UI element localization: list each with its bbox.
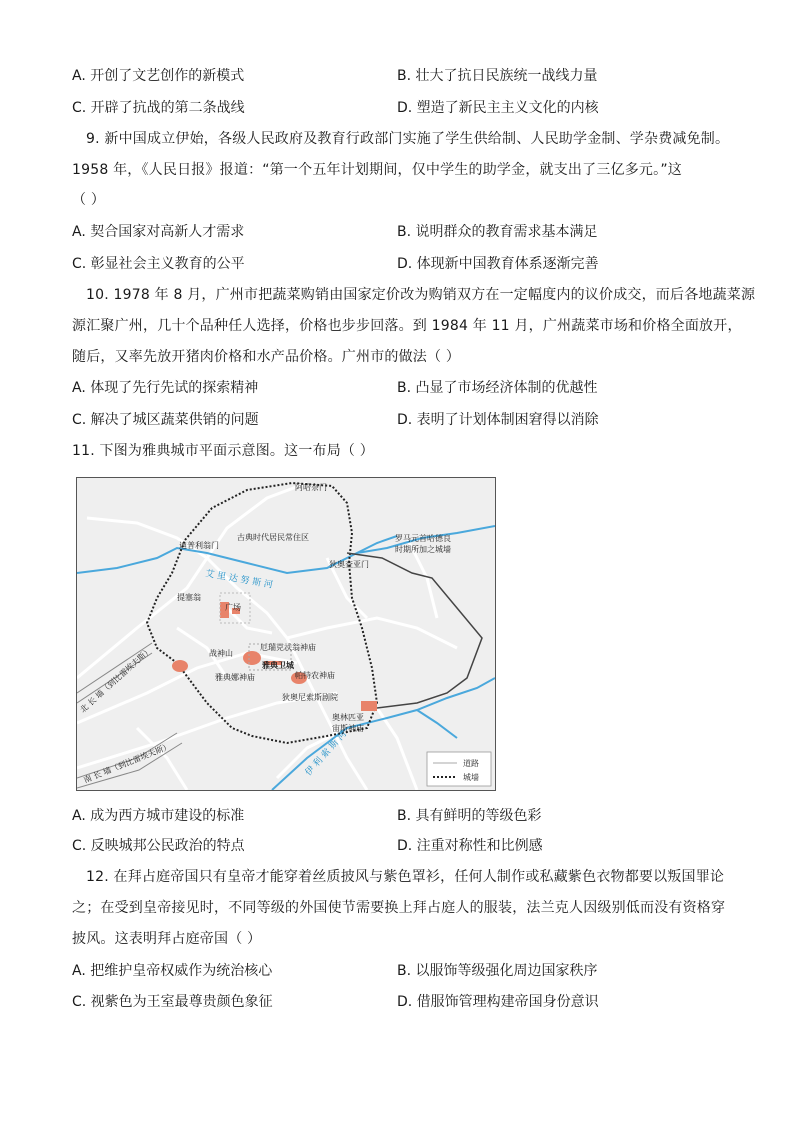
q10-option-b[interactable]: B. 凸显了市场经济体制的优越性 — [397, 380, 598, 396]
q10-stem-line3: 随后，又率先放开猪肉价格和水产品价格。广州市的做法（ ） — [72, 349, 461, 365]
legend-road-label: 道路 — [463, 759, 479, 768]
north-long-wall-label: 北 长 墙（到比雷埃夫斯） — [78, 645, 154, 715]
q9-answer-blank: （ ） — [72, 192, 106, 208]
agora-label: 广场 — [225, 603, 241, 612]
q9-stem-line1: 9. 新中国成立伊始，各级人民政府及教育行政部门实施了学生供给制、人民助学金制、学杂费减免制。 — [86, 131, 730, 147]
areopagus-label: 战神山 — [209, 649, 233, 658]
q8-option-a[interactable]: A. 开创了文艺创作的新模式 — [72, 68, 245, 84]
legend-wall-label: 城墙 — [463, 773, 479, 782]
theseion-label: 提塞翁 — [177, 593, 201, 602]
south-long-wall-label: 南 长 墙（到比雷埃夫斯） — [82, 741, 173, 785]
roman-wall-label-2: 时期所加之城墙 — [395, 545, 451, 554]
q10-option-a[interactable]: A. 体现了先行先试的探索精神 — [72, 380, 259, 396]
q10-stem-line1: 10. 1978 年 8 月，广州市把蔬菜购销由国家定价改为购销双方在一定幅度内的议价成交，而后各地蔬菜源 — [86, 287, 756, 303]
q10-option-d[interactable]: D. 表明了计划体制困窘得以消除 — [397, 412, 599, 428]
diochares-gate-label: 狄奥查亚门 — [329, 560, 369, 569]
q12-option-a[interactable]: A. 把维护皇帝权威作为统治核心 — [72, 963, 273, 979]
q9-stem-line2: 1958 年，《人民日报》报道：“第一个五年计划期间，仅中学生的助学金，就支出了三亿多元。”这 — [72, 162, 682, 178]
athena-temple-label: 雅典娜神庙 — [215, 673, 255, 682]
parthenon-label: 帕特农神庙 — [295, 671, 335, 680]
olympieion-label-2: 宙斯神庙 — [332, 724, 364, 733]
q8-option-d[interactable]: D. 塑造了新民主主义文化的内核 — [397, 100, 599, 116]
q11-stem-line1: 11. 下图为雅典城市平面示意图。这一布局（ ） — [72, 443, 374, 459]
map-legend — [427, 752, 491, 786]
q8-option-c[interactable]: C. 开辟了抗战的第二条战线 — [72, 100, 245, 116]
q10-stem-line2: 源汇聚广州，几十个品种任人选择，价格也步步回落。到 1984 年 11 月，广州蔬菜市场和价格全面放开， — [72, 318, 742, 334]
gate-acharnae-label: 阿哈奈门 — [295, 483, 327, 492]
q12-stem-line2: 之；在受到皇帝接见时，不同等级的外国使节需要换上拜占庭人的服装，法兰克人因级别低而没有资格穿 — [72, 900, 726, 916]
roman-wall-label-1: 罗马元首哈德良 — [395, 534, 451, 543]
dionysus-theatre-label: 狄奥尼索斯剧院 — [282, 693, 338, 702]
q9-option-d[interactable]: D. 体现新中国教育体系逐渐完善 — [397, 256, 599, 272]
acropolis-label: 雅典卫城 — [262, 661, 294, 670]
q8-option-b[interactable]: B. 壮大了抗日民族统一战线力量 — [397, 68, 598, 84]
athens-city-map — [76, 477, 496, 791]
q11-option-a[interactable]: A. 成为西方城市建设的标准 — [72, 808, 245, 824]
q12-stem-line1: 12. 在拜占庭帝国只有皇帝才能穿着丝质披风与紫色罩衫，任何人制作或私藏紫色衣物都要以叛国罪论 — [86, 869, 725, 885]
q12-stem-line3: 披风。这表明拜占庭帝国（ ） — [72, 931, 262, 947]
dipylon-gate-label: 迪普利翁门 — [179, 541, 219, 550]
q12-option-c[interactable]: C. 视紫色为王室最尊贵颜色象征 — [72, 994, 273, 1010]
olympieion-label-1: 奥林匹亚 — [332, 713, 364, 722]
q9-option-a[interactable]: A. 契合国家对高新人才需求 — [72, 224, 245, 240]
q12-option-b[interactable]: B. 以服饰等级强化周边国家秩序 — [397, 963, 598, 979]
river-ilissos-label: 伊 利 索 斯 河 — [303, 729, 350, 779]
q9-option-c[interactable]: C. 彰显社会主义教育的公平 — [72, 256, 245, 272]
classical-area-label: 古典时代居民常住区 — [237, 533, 309, 542]
q12-option-d[interactable]: D. 借服饰管理构建帝国身份意识 — [397, 994, 599, 1010]
q11-option-b[interactable]: B. 具有鲜明的等级色彩 — [397, 808, 542, 824]
q10-option-c[interactable]: C. 解决了城区蔬菜供销的问题 — [72, 412, 259, 428]
erechtheion-label: 厄瑞克忒翁神庙 — [260, 643, 316, 652]
river-eridanos-label: 艾 里 达 努 斯 河 — [204, 569, 274, 591]
q9-option-b[interactable]: B. 说明群众的教育需求基本满足 — [397, 224, 598, 240]
q11-option-c[interactable]: C. 反映城邦公民政治的特点 — [72, 838, 245, 854]
q11-option-d[interactable]: D. 注重对称性和比例感 — [397, 838, 543, 854]
